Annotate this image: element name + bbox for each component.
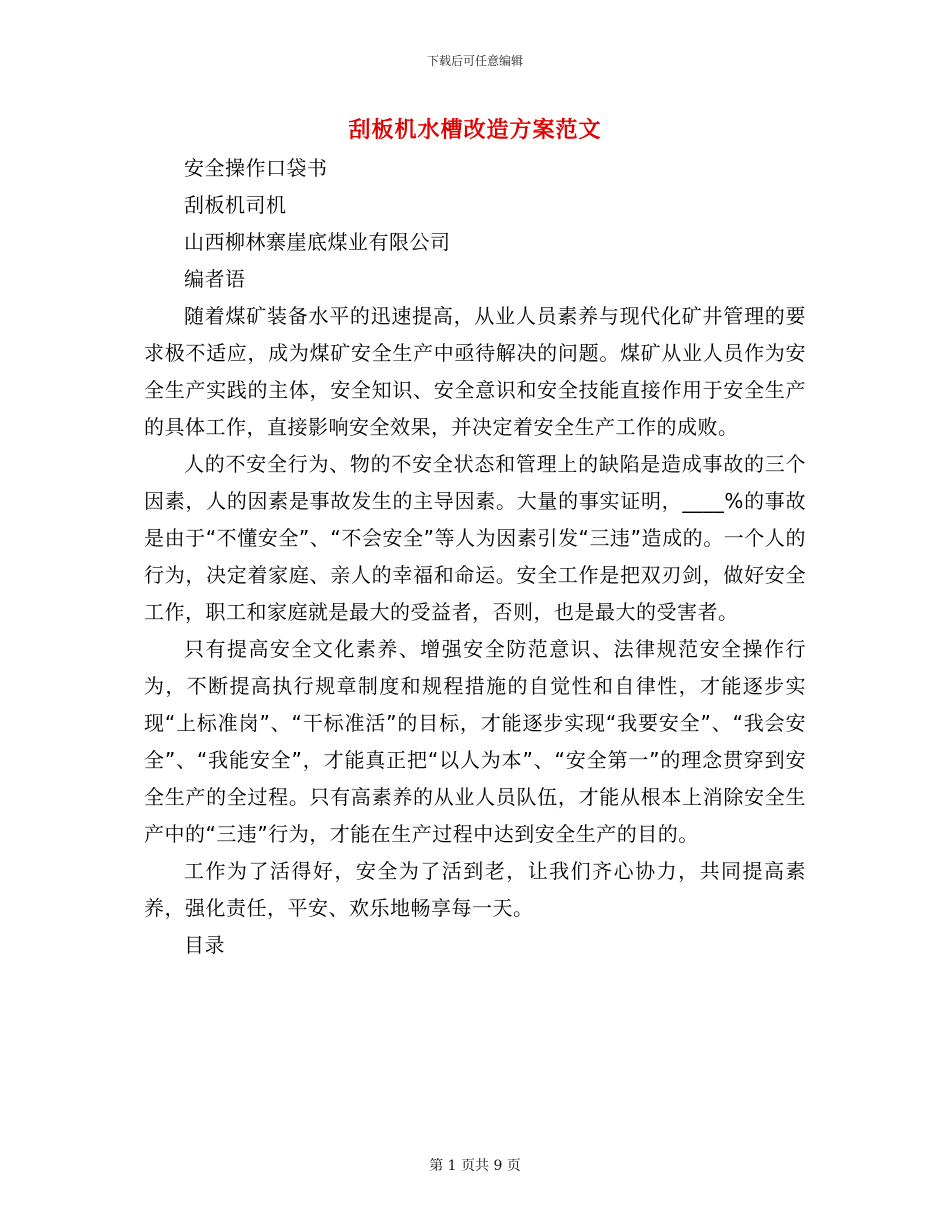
editor-note-heading: 编者语 — [184, 267, 246, 291]
document-title: 刮板机水槽改造方案范文 — [348, 118, 602, 143]
body-paragraph: 工作为了活得好，安全为了活到老，让我们齐心协力，共同提高素养，强化责任，平安、欢乐地畅享每一天。 — [144, 859, 806, 920]
body-paragraph: 人的不安全行为、物的不安全状态和管理上的缺陷是造成事故的三个因素，人的因素是事故发生的主导因素。大量的事实证明，____%的事故是由于“不懂安全”、“不会安全”等人为因素引发“三违”造成的。一个人的行为，决定着家庭、亲人的幸福和命运。安全工作是把双刃剑，做好安全工作，职工和家庭就是最大的受益者，否则，也是最大的受害者。 — [144, 452, 806, 624]
body-paragraph: 只有提高安全文化素养、增强安全防范意识、法律规范安全操作行为，不断提高执行规章制度和规程措施的自觉性和自律性，才能逐步实现“上标准岗”、“干标准活”的目标，才能逐步实现“我要安全”、“我会安全”、“我能安全”，才能真正把“以人为本”、“安全第一”的理念贯穿到安全生产的全过程。只有高素养的从业人员队伍，才能从根本上消除安全生产中的“三违”行为，才能在生产过程中达到安全生产的目的。 — [144, 637, 806, 846]
subtitle-line: 安全操作口袋书 — [184, 156, 328, 180]
document-body — [144, 150, 806, 964]
subtitle-line: 刮板机司机 — [184, 193, 287, 217]
contents-heading: 目录 — [184, 933, 225, 957]
page-number: 第 1 页共 9 页 — [429, 1158, 521, 1174]
body-paragraph: 随着煤矿装备水平的迅速提高，从业人员素养与现代化矿井管理的要求极不适应，成为煤矿安全生产中亟待解决的问题。煤矿从业人员作为安全生产实践的主体，安全知识、安全意识和安全技能直接作用于安全生产的具体工作，直接影响安全效果，并决定着安全生产工作的成败。 — [144, 304, 806, 439]
header-note: 下载后可任意编辑 — [426, 54, 523, 68]
company-line: 山西柳林寨崖底煤业有限公司 — [184, 230, 451, 254]
